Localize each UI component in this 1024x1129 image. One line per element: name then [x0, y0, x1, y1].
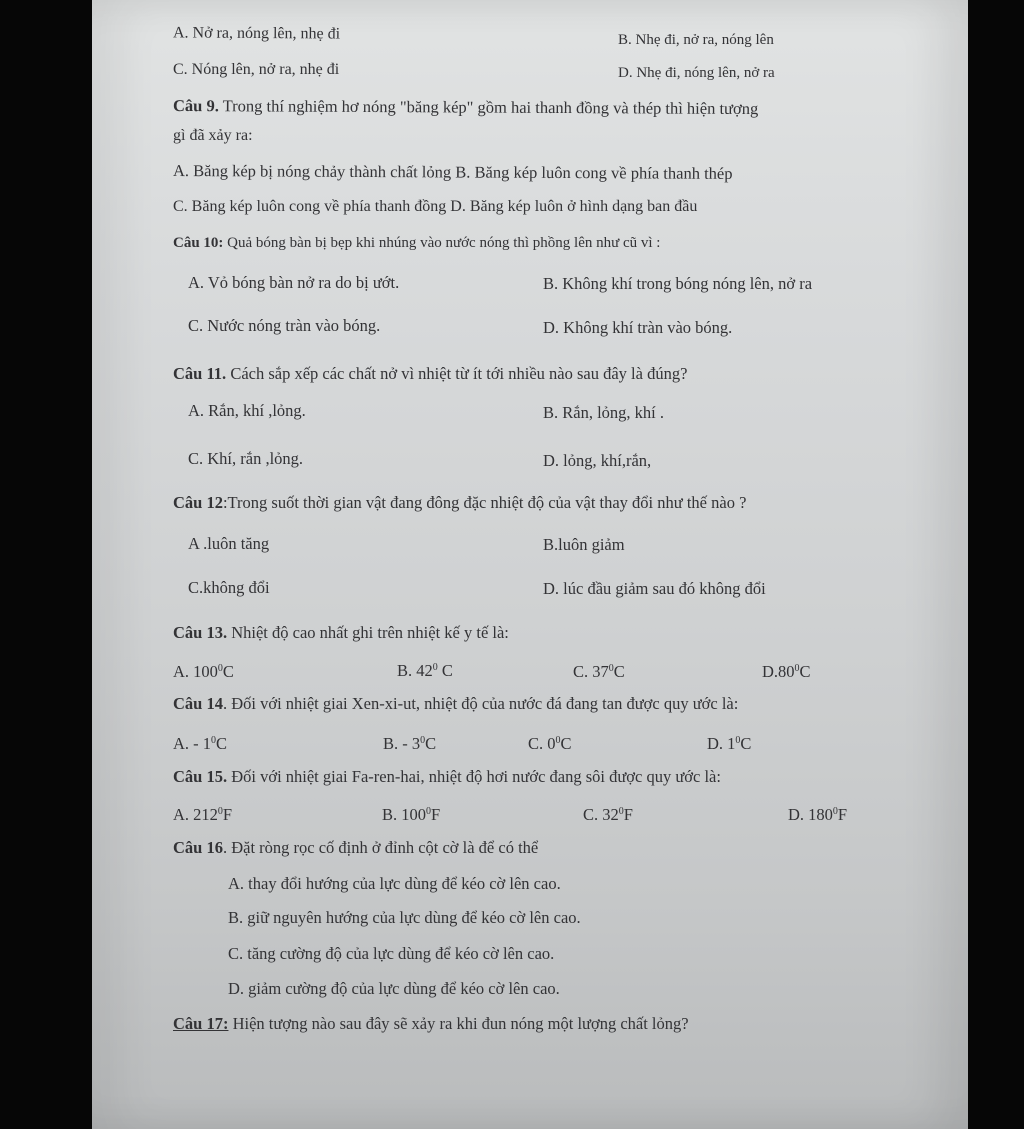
question-text: Hiện tượng nào sau đây sẽ xảy ra khi đun nóng một lượng chất lỏng?: [228, 1014, 689, 1033]
question-number: Câu 13.: [173, 623, 228, 642]
q8-option-b: B. Nhẹ đi, nở ra, nóng lên: [618, 32, 774, 48]
question-number: Câu 15.: [173, 767, 228, 786]
question-15: [173, 767, 721, 787]
question-14: [173, 694, 738, 714]
q12-option-a: A .luôn tăng: [188, 534, 270, 553]
q13-option-a: A. $100^0C$: [173, 662, 234, 681]
question-number: Câu 12: [173, 493, 223, 512]
question-text: Trong thí nghiệm hơ nóng "băng kép" gồm hai thanh đồng và thép thì hiện tượng: [222, 96, 759, 119]
question-number: Câu 9.: [172, 96, 219, 116]
q8-option-c: C. Nóng lên, nở ra, nhẹ đi: [173, 61, 340, 78]
q8-option-d: D. Nhẹ đi, nóng lên, nở ra: [618, 65, 775, 81]
q16-option-a: A. thay đổi hướng của lực dùng để kéo cờ lên cao.: [228, 874, 561, 893]
q8-option-a: A. Nở ra, nóng lên, nhẹ đi: [172, 24, 341, 43]
q15-option-c: C. $32^0F$: [583, 805, 633, 824]
q15-option-d: D. $180^0F$: [788, 805, 848, 824]
question-number: Câu 10:: [173, 235, 224, 251]
q16-option-c: C. tăng cường độ của lực dùng để kéo cờ lên cao.: [228, 944, 555, 963]
q12-option-d: D. lúc đầu giảm sau đó không đổi: [543, 579, 766, 598]
q12-option-b: B.luôn giảm: [543, 535, 625, 554]
q10-option-b: B. Không khí trong bóng nóng lên, nở ra: [543, 274, 813, 293]
question-text: Đối với nhiệt giai Fa-ren-hai, nhiệt độ hơi nước đang sôi được quy ước là:: [231, 767, 721, 786]
question-number: Câu 14: [173, 694, 223, 713]
q9-option-a-b: A. Băng kép bị nóng chảy thành chất lỏng B. Băng kép luôn cong về phía thanh thép: [172, 161, 733, 183]
q12-option-c: C.không đổi: [188, 578, 270, 597]
question-10: [173, 233, 660, 253]
q14-option-b: B. - $3^0C$: [383, 734, 437, 753]
q16-option-b: B. giữ nguyên hướng của lực dùng để kéo cờ lên cao.: [228, 908, 581, 927]
q16-option-d: D. giảm cường độ của lực dùng để kéo cờ lên cao.: [228, 979, 560, 998]
q14-option-d: D. $1^0C$: [707, 734, 752, 753]
question-12: [173, 493, 746, 513]
q11-option-d: D. lỏng, khí,rắn,: [543, 451, 652, 470]
q9-option-c-d: C. Băng kép luôn cong về phía thanh đồng D. Băng kép luôn ở hình dạng ban đầu: [173, 198, 698, 215]
q14-option-a: A. - $1^0C$: [173, 734, 228, 753]
question-text: Cách sắp xếp các chất nở vì nhiệt từ ít tới nhiều nào sau đây là đúng?: [230, 364, 688, 383]
question-text: Quả bóng bàn bị bẹp khi nhúng vào nước nóng thì phồng lên như cũ vì :: [227, 235, 661, 251]
question-11: [173, 364, 687, 384]
question-text: . Đặt ròng rọc cố định ở đỉnh cột cờ là để có thể: [222, 838, 539, 857]
question-9-line2: gì đã xảy ra:: [173, 127, 253, 144]
question-9: [173, 96, 758, 119]
q10-option-c: C. Nước nóng tràn vào bóng.: [188, 316, 381, 335]
q13-option-d: $D.80^0C$: [762, 662, 811, 681]
q10-option-a: A. Vỏ bóng bàn nở ra do bị ướt.: [188, 273, 400, 292]
q13-option-c: C. $37^0C$: [573, 662, 625, 681]
q15-option-b: B. $100^0F$: [382, 805, 441, 824]
q11-option-b: B. Rắn, lỏng, khí .: [543, 403, 665, 422]
question-number: Câu 17:: [173, 1014, 229, 1033]
q13-option-b: B. $42^0$ C: [397, 661, 453, 680]
question-text: :Trong suốt thời gian vật đang đông đặc nhiệt độ của vật thay đổi như thế nào ?: [222, 493, 747, 512]
q11-option-a: A. Rắn, khí ,lỏng.: [188, 401, 306, 420]
question-16: [173, 838, 538, 858]
question-text: Nhiệt độ cao nhất ghi trên nhiệt kế y tế là:: [231, 623, 509, 642]
question-17: [173, 1014, 689, 1034]
q14-option-c: C. $0^0C$: [528, 734, 572, 753]
q15-option-a: A. $212^0F$: [173, 805, 233, 824]
q10-option-d: D. Không khí tràn vào bóng.: [543, 318, 733, 337]
question-text: . Đối với nhiệt giai Xen-xi-ut, nhiệt độ của nước đá đang tan được quy ước là:: [222, 694, 739, 713]
question-number: Câu 11.: [173, 364, 227, 383]
question-13: [173, 623, 509, 643]
q11-option-c: C. Khí, rắn ,lỏng.: [188, 449, 304, 468]
question-number: Câu 16: [173, 838, 223, 857]
